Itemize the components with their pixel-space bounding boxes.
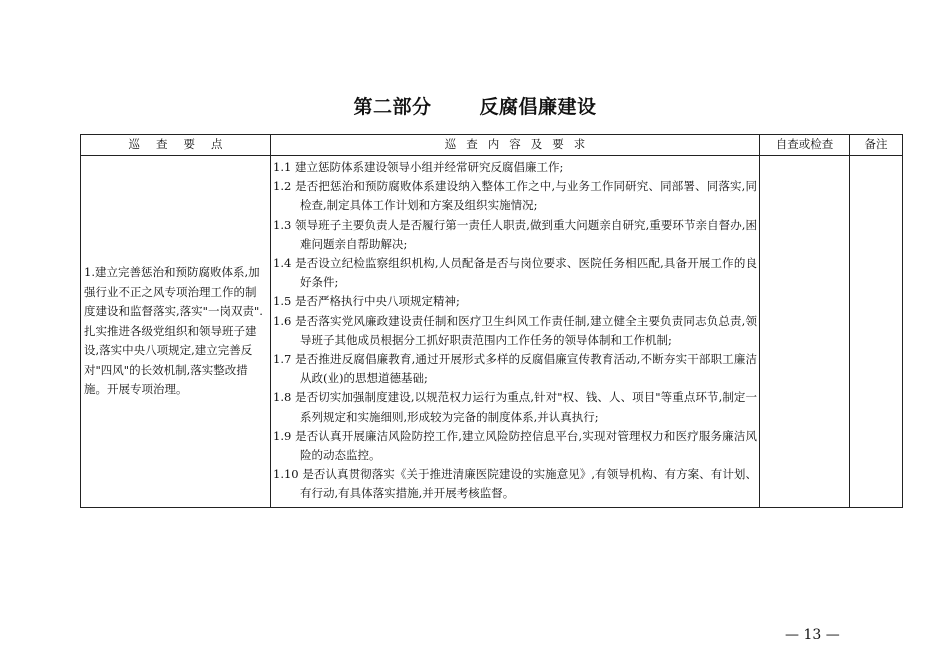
header-check: 自查或检查 bbox=[760, 135, 850, 156]
table-row bbox=[81, 156, 903, 508]
item-1-8: 1.8 是否切实加强制度建设,以规范权力运行为重点,针对"权、钱、人、项目"等重点环节,制定一系列规定和实施细则,形成较为完备的制度体系,并认真执行; bbox=[273, 390, 757, 424]
item-1-10: 1.10 是否认真贯彻落实《关于推进清廉医院建设的实施意见》,有领导机构、有方案、有计划、有行动,有具体落实措施,并开展考核监督。 bbox=[273, 467, 757, 501]
check-cell bbox=[760, 156, 850, 508]
page-title bbox=[0, 92, 950, 119]
item-1-1: 1.1 建立惩防体系建设领导小组并经常研究反腐倡廉工作; bbox=[273, 160, 564, 174]
item-1-9: 1.9 是否认真开展廉洁风险防控工作,建立风险防控信息平台,实现对管理权力和医疗服务廉洁风险的动态监控。 bbox=[273, 428, 757, 463]
item-1-4: 1.4 是否设立纪检监察组织机构,人员配备是否与岗位要求、医院任务相匹配,具备开展工作的良好条件; bbox=[273, 256, 757, 290]
title-part: 第二部分 bbox=[353, 96, 432, 118]
item-1-3: 1.3 领导班子主要负责人是否履行第一责任人职责,做到重大问题亲自研究,重要环节亲自督办,困难问题亲自帮助解决; bbox=[273, 217, 757, 251]
title-name: 反腐倡廉建设 bbox=[479, 96, 597, 118]
remark-cell bbox=[850, 156, 903, 508]
table-header-row bbox=[81, 135, 903, 156]
header-remark: 备注 bbox=[850, 135, 903, 156]
header-point: 巡查要点 bbox=[81, 135, 271, 156]
item-1-7: 1.7 是否推进反腐倡廉教育,通过开展形式多样的反腐倡廉宣传教育活动,不断夯实干部职工廉洁从政(业)的思想道德基础; bbox=[273, 352, 757, 386]
header-content: 巡查内容及要求 bbox=[271, 135, 760, 156]
point-cell: 1.建立完善惩治和预防腐败体系,加强行业不正之风专项治理工作的制度建设和监督落实,落实"一岗双责".扎实推进各级党组织和领导班子建设,落实中央八项规定,建立完善反对"四风"的长效机制,落实整改措施。开展专项治理。 bbox=[81, 156, 271, 508]
item-1-2: 1.2 是否把惩治和预防腐败体系建设纳入整体工作之中,与业务工作同研究、同部署、同落实,同检查,制定具体工作计划和方案及组织实施情况; bbox=[273, 179, 757, 213]
content-cell bbox=[271, 156, 760, 508]
item-1-6: 1.6 是否落实党风廉政建设责任制和医疗卫生纠风工作责任制,建立健全主要负责同志负总责,领导班子其他成员根据分工抓好职责范围内工作任务的领导体制和工作机制; bbox=[273, 313, 757, 347]
item-1-5: 1.5 是否严格执行中央八项规定精神; bbox=[273, 294, 460, 309]
inspection-table bbox=[80, 134, 903, 508]
page-number: — 13 — bbox=[785, 627, 840, 643]
